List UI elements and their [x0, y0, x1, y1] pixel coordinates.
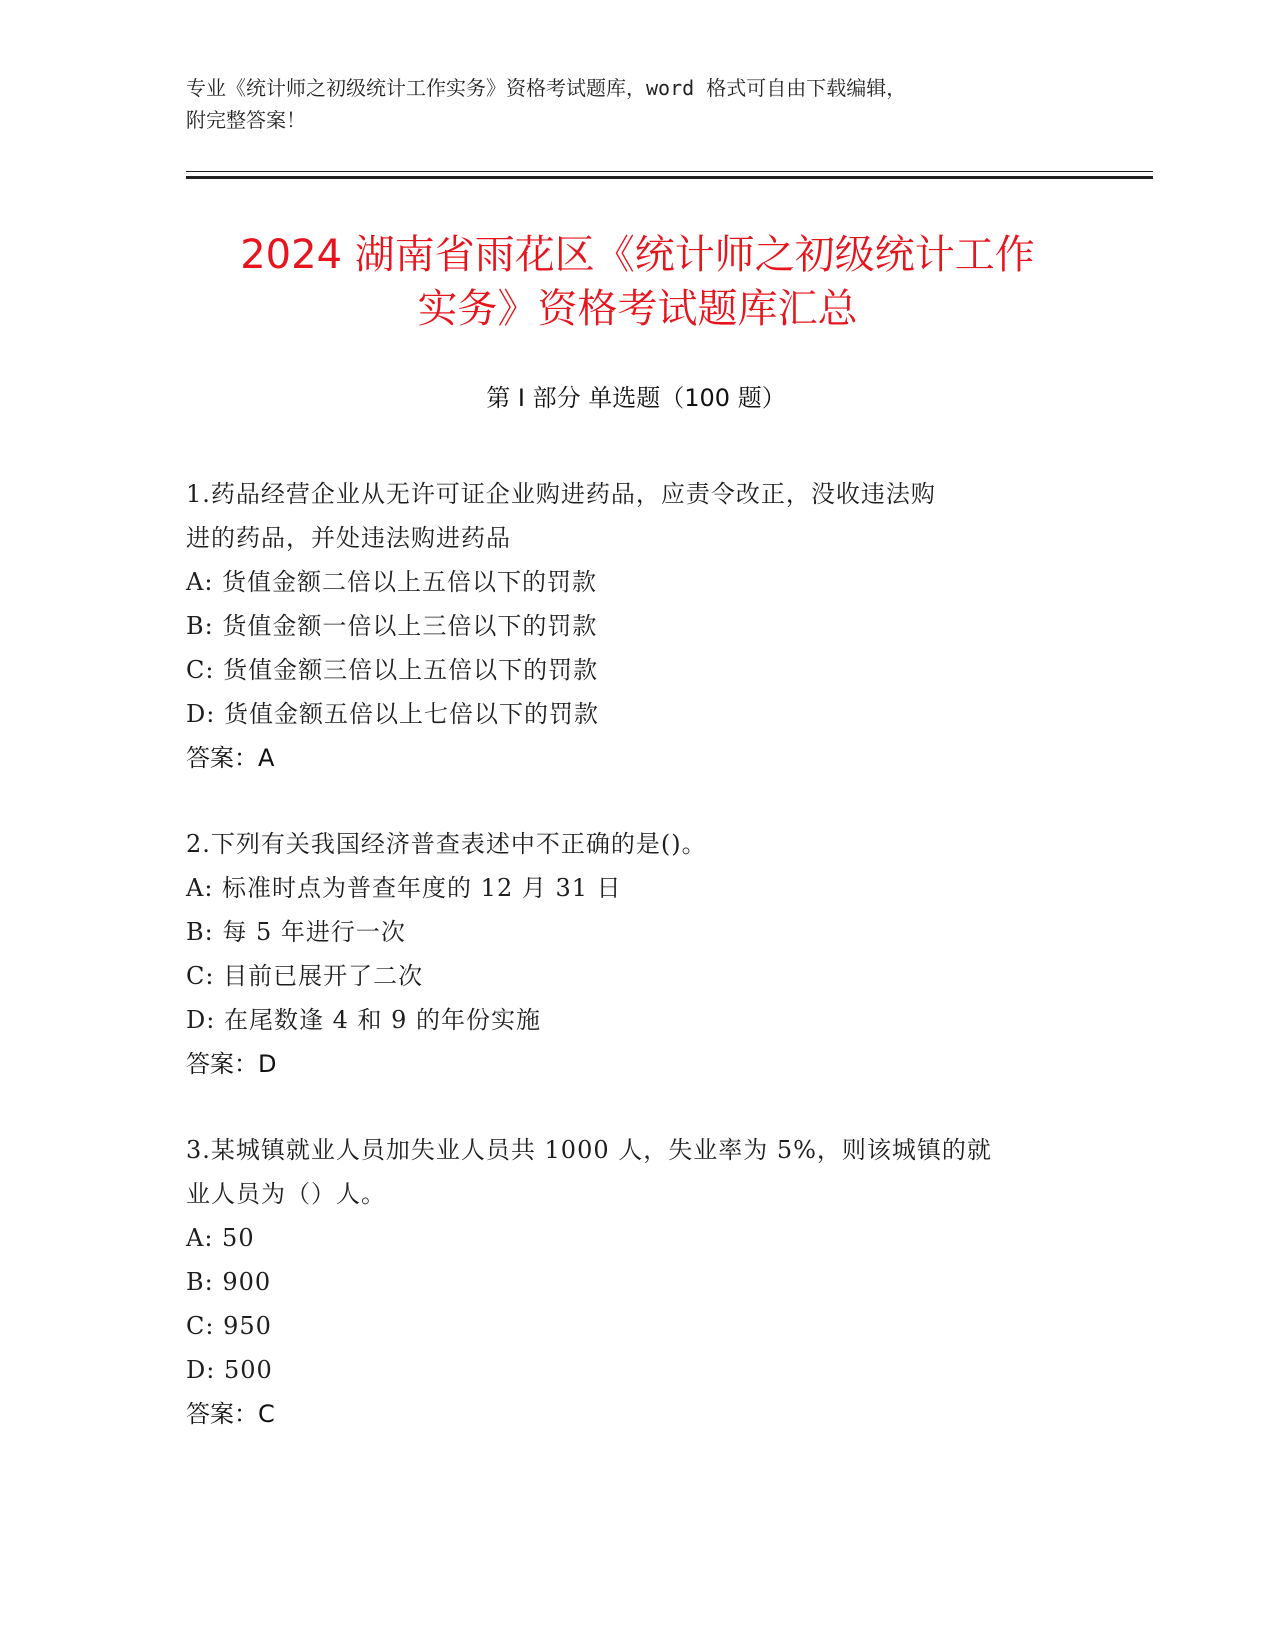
- section-heading: 第 I 部分 单选题（100 题）: [486, 384, 786, 412]
- option-b: B: 货值金额一倍以上三倍以下的罚款: [186, 612, 598, 640]
- header-note-line-1: 专业《统计师之初级统计工作实务》资格考试题库，word 格式可自由下载编辑，: [186, 76, 907, 100]
- header-divider-thick: [186, 176, 1153, 179]
- option-b: B: 每 5 年进行一次: [186, 918, 406, 946]
- question-3: [186, 1128, 1086, 1436]
- option-a: A: 货值金额二倍以上五倍以下的罚款: [186, 568, 598, 596]
- option-a: A: 50: [186, 1224, 255, 1252]
- document-title: [180, 228, 1095, 336]
- question-2: [186, 822, 1086, 1086]
- answer-line: 答案：C: [186, 1400, 275, 1428]
- option-c: C: 目前已展开了二次: [186, 962, 424, 990]
- question-1: [186, 472, 1086, 780]
- question-stem-line: 业人员为（）人。: [186, 1180, 386, 1208]
- answer-line: 答案：A: [186, 744, 275, 772]
- answer-line: 答案：D: [186, 1050, 277, 1078]
- option-d: D: 500: [186, 1356, 273, 1384]
- header-divider-thin: [186, 171, 1153, 172]
- option-d: D: 货值金额五倍以上七倍以下的罚款: [186, 700, 599, 728]
- option-c: C: 货值金额三倍以上五倍以下的罚款: [186, 656, 599, 684]
- question-stem-line: 进的药品，并处违法购进药品: [186, 524, 511, 552]
- option-a: A: 标准时点为普查年度的 12 月 31 日: [186, 874, 622, 902]
- document-title-line-1: 2024 湖南省雨花区《统计师之初级统计工作: [240, 232, 1035, 278]
- header-note: [186, 72, 1086, 136]
- question-stem-line: 2.下列有关我国经济普查表述中不正确的是()。: [186, 830, 707, 858]
- header-note-line-2: 附完整答案！: [186, 108, 306, 132]
- option-d: D: 在尾数逢 4 和 9 的年份实施: [186, 1006, 542, 1034]
- option-c: C: 950: [186, 1312, 272, 1340]
- option-b: B: 900: [186, 1268, 272, 1296]
- question-stem-line: 3.某城镇就业人员加失业人员共 1000 人，失业率为 5%，则该城镇的就: [186, 1136, 992, 1164]
- question-list: [186, 472, 1086, 1478]
- question-stem-line: 1.药品经营企业从无许可证企业购进药品，应责令改正，没收违法购: [186, 480, 936, 508]
- document-title-line-2: 实务》资格考试题库汇总: [417, 286, 858, 332]
